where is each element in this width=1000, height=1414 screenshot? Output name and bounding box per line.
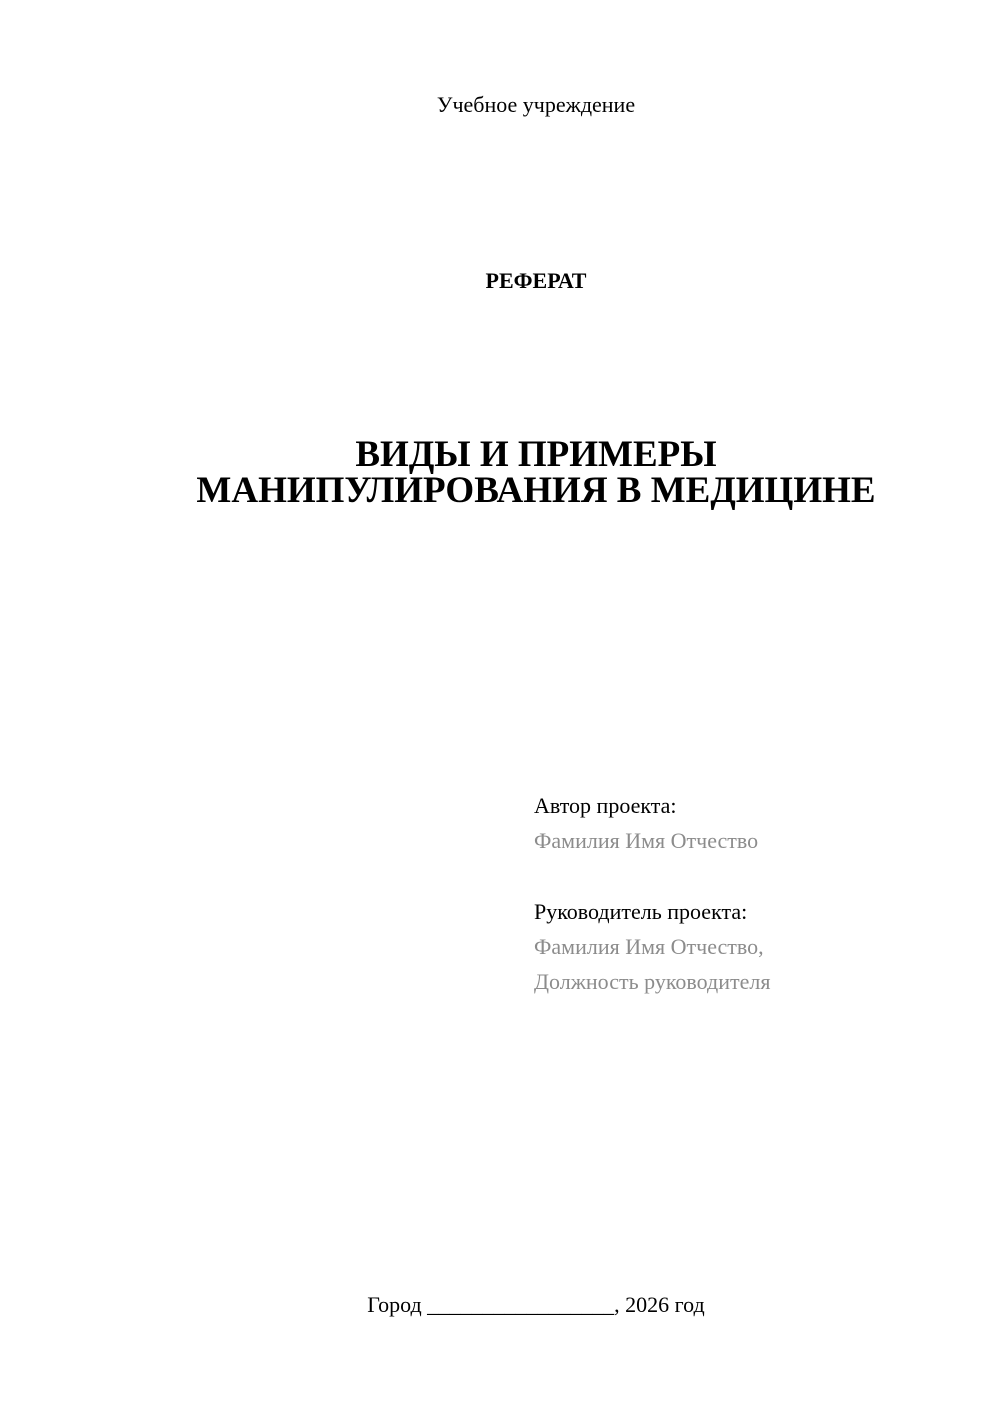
title-line-1: ВИДЫ И ПРИМЕРЫ [355, 434, 717, 475]
supervisor-position: Должность руководителя [534, 969, 771, 994]
institution-name: Учебное учреждение [436, 92, 636, 117]
credits-spacer [534, 858, 974, 894]
credits-block [534, 788, 974, 999]
city-year-line: Город _________________, 2026 год [367, 1292, 705, 1317]
supervisor-name: Фамилия Имя Отчество, [534, 934, 764, 959]
author-name: Фамилия Имя Отчество [534, 828, 759, 853]
title-line-2: МАНИПУЛИРОВАНИЯ В МЕДИЦИНЕ [196, 470, 876, 511]
author-label: Автор проекта: [534, 793, 677, 818]
supervisor-label: Руководитель проекта: [534, 899, 748, 924]
document-title [0, 434, 1000, 511]
document-type: РЕФЕРАТ [485, 268, 587, 293]
